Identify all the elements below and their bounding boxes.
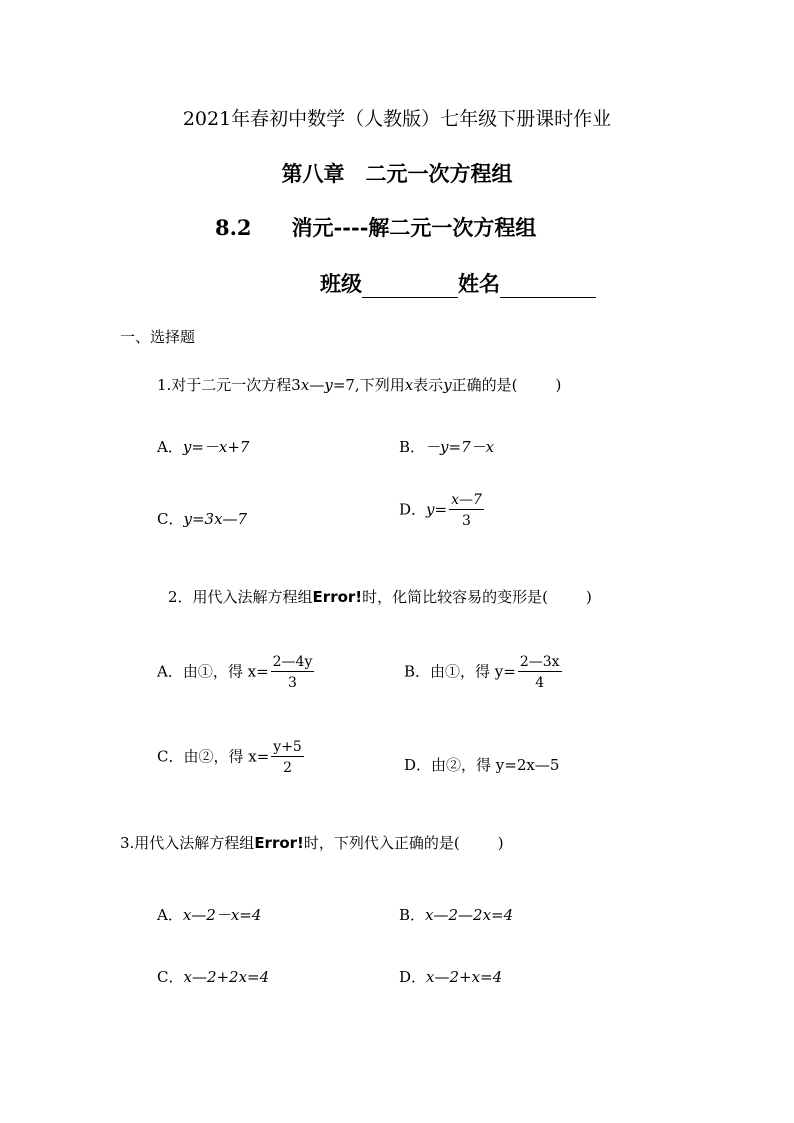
question-1-stem: 1.对于二元一次方程3x—y=7,下列用x表示y正确的是( ) — [157, 376, 562, 394]
field-error-text: Error! — [312, 588, 363, 606]
q3-option-d[interactable]: D．x—2+x=4 — [399, 968, 503, 986]
section-title — [215, 212, 536, 242]
fraction: $\frac{y+5}{2}$ — [273, 739, 302, 777]
q3-option-c[interactable]: C．x—2+2x=4 — [157, 968, 270, 986]
section-name: 消元----解二元一次方程组 — [291, 215, 537, 240]
question-3-stem: 3.用代入法解方程组Error!时，下列代入正确的是( ) — [120, 834, 504, 852]
q2-option-c[interactable]: C．由②，得 x= $\frac{y+5}{2}$ — [157, 739, 302, 777]
fraction: $\frac{2—3x}{4}$ — [519, 654, 560, 692]
name-label: 姓名 — [458, 271, 500, 296]
fraction: $\frac{x—7}{3}$ — [451, 492, 482, 530]
q1-option-a[interactable]: A．y=－x+7 — [157, 438, 250, 456]
q2-option-a[interactable]: A．由①，得 x= $\frac{2—4y}{3}$ — [157, 654, 313, 692]
fraction: $\frac{2—4y}{3}$ — [272, 654, 313, 692]
chapter-title: 第八章 二元一次方程组 — [281, 161, 513, 186]
class-label: 班级 — [320, 271, 362, 296]
question-2-stem: 2．用代入法解方程组Error!时，化简比较容易的变形是( ) — [168, 588, 592, 606]
student-info-line — [320, 268, 596, 298]
field-error-text: Error! — [254, 834, 304, 852]
q3-option-a[interactable]: A．x—2－x=4 — [157, 906, 262, 924]
worksheet-title: 2021年春初中数学（人教版）七年级下册课时作业 — [182, 108, 612, 130]
section-number: 8.2 — [215, 215, 252, 240]
part-heading: 一、选择题 — [120, 328, 196, 346]
q1-option-b[interactable]: B．－y=7－x — [399, 438, 495, 456]
q2-option-b[interactable]: B．由①，得 y= $\frac{2—3x}{4}$ — [404, 654, 560, 692]
name-blank[interactable] — [500, 275, 596, 298]
q2-option-d[interactable]: D．由②，得 y=2x—5 — [404, 756, 560, 774]
q1-option-c[interactable]: C．y=3x—7 — [157, 510, 248, 528]
q1-option-d[interactable]: D．y= $\frac{x—7}{3}$ — [399, 492, 482, 530]
class-blank[interactable] — [362, 275, 458, 298]
q3-option-b[interactable]: B．x—2—2x=4 — [399, 906, 514, 924]
